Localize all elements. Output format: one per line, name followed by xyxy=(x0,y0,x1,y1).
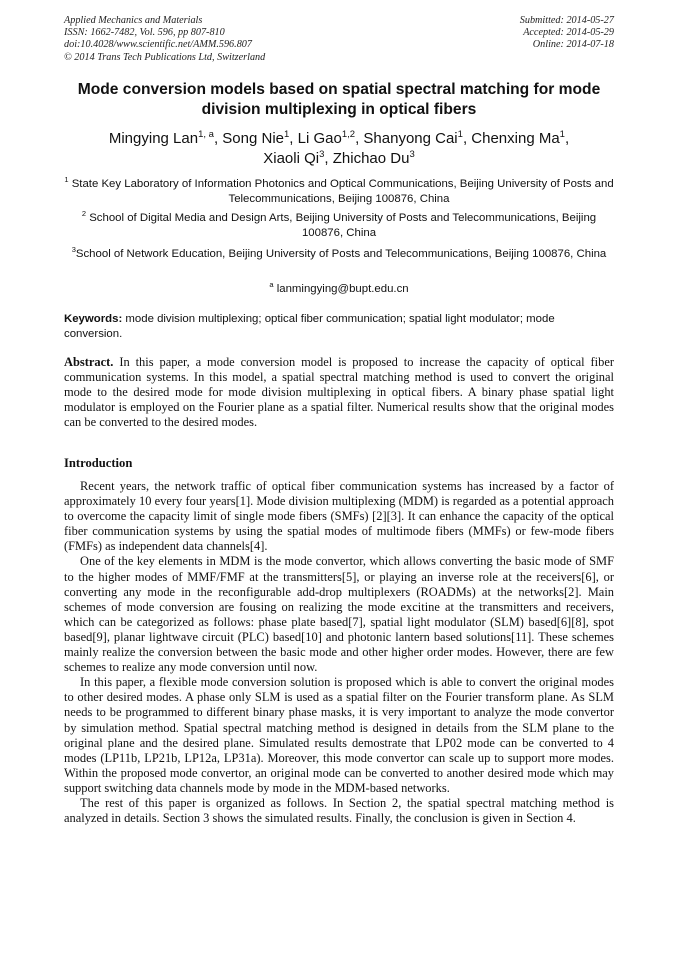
author-affiliation-mark: 1,2 xyxy=(341,129,356,140)
email-mark: a xyxy=(269,280,274,290)
affiliation-text: State Key Laboratory of Information Photonics and Optical Communications, Beijing University of Posts and Telecommunications, Beijing 100876, China xyxy=(71,178,614,205)
author-affiliation-mark: 1 xyxy=(457,129,463,140)
online-date: Online: 2014-07-18 xyxy=(532,39,614,51)
doi-link[interactable]: doi:10.4028/www.scientific.net/AMM.596.807 xyxy=(64,39,252,51)
abstract-label: Abstract. xyxy=(64,355,114,369)
author-separator: , xyxy=(289,130,298,147)
author-name: Mingying Lan xyxy=(108,130,199,147)
author-separator: , xyxy=(213,130,223,147)
author-name: Xiaoli Qi xyxy=(263,150,320,167)
author-separator: , xyxy=(324,150,333,167)
section-heading-introduction: Introduction xyxy=(64,456,133,470)
affiliation-text: School of Digital Media and Design Arts, Beijing University of Posts and Telecommunications, Beijing 100876, China xyxy=(89,212,597,239)
affiliation-mark: 1 xyxy=(64,175,69,185)
accepted-date: Accepted: 2014-05-29 xyxy=(523,27,614,39)
affiliation-text: School of Network Education, Beijing University of Posts and Telecommunications, Beijing 100876, China xyxy=(75,248,607,260)
affiliation-2 xyxy=(62,211,616,241)
journal-info-header xyxy=(64,15,265,64)
author-separator: , xyxy=(355,130,364,147)
paragraph: The rest of this paper is organized as follows. In Section 2, the spatial spectral matching method is analyzed in details. Section 3 shows the simulated results. Finally, the conclusion is given in Section 4. xyxy=(64,795,614,826)
submitted-date: Submitted: 2014-05-27 xyxy=(519,15,614,26)
paper-title: Mode conversion models based on spatial spectral matching for mode division multiplexing in optical fibers xyxy=(77,81,601,118)
author-affiliation-mark: 1 xyxy=(284,129,290,140)
affiliation-3 xyxy=(62,247,616,262)
paragraph: Recent years, the network traffic of optical fiber communication systems has increased by a factor of approximately 10 every four years[1]. Mode division multiplexing (MDM) is regarded as a potential approach to overcome the capacity limit of single mode fibers (SMFs) [2][3]. It can enhance the capacity of the optical fiber communication systems by using the spatial modes of multimode fibers (MMFs) or few-mode fibers (FMFs) as independent data channels[4]. xyxy=(64,479,614,554)
dates-header xyxy=(520,15,614,52)
introduction-body xyxy=(64,479,614,826)
author-name: Zhichao Du xyxy=(332,150,410,167)
author-name: Shanyong Cai xyxy=(363,130,458,147)
copyright: © 2014 Trans Tech Publications Ltd, Switzerland xyxy=(64,51,266,63)
author-affiliation-mark: 1, a xyxy=(198,129,214,140)
keywords-label: Keywords: xyxy=(64,313,123,325)
issn-volume-pages: ISSN: 1662-7482, Vol. 596, pp 807-810 xyxy=(64,27,225,39)
keywords-text: mode division multiplexing; optical fiber communication; spatial light modulator; mode conversion. xyxy=(64,313,555,340)
journal-name: Applied Mechanics and Materials xyxy=(64,15,203,26)
corresponding-email xyxy=(62,282,616,297)
author-affiliation-mark: 3 xyxy=(319,149,325,160)
author-list xyxy=(70,129,608,169)
paragraph: One of the key elements in MDM is the mode convertor, which allows converting the basic mode of SMF to the higher modes of MMF/FMF at the transmitters[5], or playing an inverse role at the receivers[6], or converting any mode in the reconfigurable add-drop multiplexers (ROADMs) at the networks[2]. Main schemes of mode conversion are fousing on realizing the mode excitine at the transmitters and receivers, which can be categorized as follows: phase plate based[7], spatial light modulator (SLM) based[6][8], spot based[9], planar lightwave circuit (PLC) based[10] and photonic lantern based solutions[11]. These schemes mainly realize the conversion between the basic mode and other higher order modes. However, there are few schemes to realize any mode conversion until now. xyxy=(64,554,614,675)
author-name: Li Gao xyxy=(297,130,342,147)
author-affiliation-mark: 1 xyxy=(559,129,565,140)
author-name: Chenxing Ma xyxy=(471,130,560,147)
email-address[interactable]: lanmingying@bupt.edu.cn xyxy=(276,283,409,295)
author-separator: , xyxy=(462,130,472,147)
paragraph: In this paper, a flexible mode conversion solution is proposed which is able to convert the original modes to other desired modes. A phase only SLM is used as a spatial filter on the Fourier transform plane. As SLM needs to be programmed to different binary phase masks, it is very important to analyze the mode convertor by simulation method. Spatial spectral matching method is designed in details from the SLM plane to the original plane and the desired plane. Simulated results demostrate that LP02 mode can be converted to 4 modes (LP11b, LP21b, LP12a, LP31a). Moreover, this mode convertor can scale up to support more modes. Within the proposed mode convertor, an original mode can be converted to another desired mode which may support switching data channels mode by mode in the MDM-based networks. xyxy=(64,675,614,795)
author-name: Song Nie xyxy=(222,130,284,147)
author-separator: , xyxy=(564,130,570,147)
abstract-text: In this paper, a mode conversion model is proposed to increase the capacity of optical fiber communication systems. In this model, a spatial spectral matching method is used to convert the original mode to the desired mode for mode division multiplexing in optical fibers. A binary phase spatial light modulator is employed on the Fourier plane as a spatial filter. Numerical results show that the original modes can be converted to the desired modes. xyxy=(64,355,614,430)
affiliation-mark: 2 xyxy=(81,209,87,219)
abstract xyxy=(64,355,614,430)
affiliation-1 xyxy=(62,177,616,207)
affiliation-mark: 3 xyxy=(71,245,76,255)
author-affiliation-mark: 3 xyxy=(409,149,415,160)
keywords xyxy=(64,312,614,342)
